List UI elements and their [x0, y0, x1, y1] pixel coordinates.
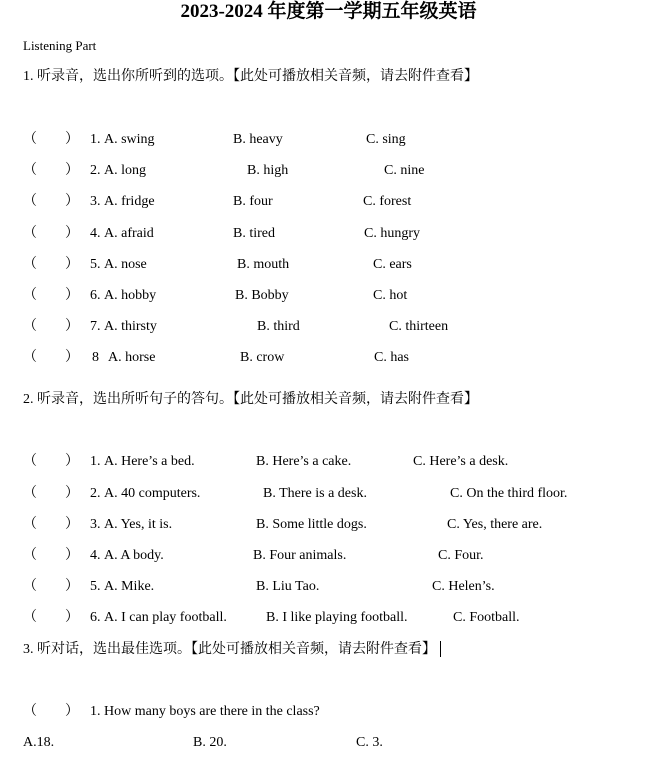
s3-q1-question: How many boys are there in the class? — [104, 704, 320, 719]
s3-q1-option-c: C. 3. — [356, 735, 383, 750]
section-1-heading: 1. 听录音，选出你所听到的选项。【此处可播放相关音频，请去附件查看】 — [23, 69, 478, 84]
s1-q3-paren: （ ） — [23, 194, 79, 209]
s2-q4-option-b: B. Four animals. — [253, 548, 347, 563]
s1-q6-num: 6. — [90, 288, 101, 303]
s2-q2-option-a: A. 40 computers. — [104, 486, 201, 501]
s2-q5-option-c: C. Helen’s. — [432, 579, 495, 594]
s2-q6-option-c: C. Football. — [453, 610, 520, 625]
s1-q7-option-c: C. thirteen — [389, 319, 449, 334]
s1-q5-option-c: C. ears — [373, 257, 412, 272]
s1-q2-num: 2. — [90, 163, 101, 178]
s1-q3-option-a: A. fridge — [104, 194, 155, 209]
s1-q8-option-b: B. crow — [240, 350, 285, 365]
s1-q6-option-c: C. hot — [373, 288, 408, 303]
s1-q7-option-a: A. thirsty — [104, 319, 157, 334]
s2-q3-option-b: B. Some little dogs. — [256, 517, 367, 532]
s1-q2-option-a: A. long — [104, 163, 146, 178]
s1-q5-option-a: A. nose — [104, 257, 147, 272]
s1-q7-num: 7. — [90, 319, 101, 334]
s2-q4-paren: （ ） — [23, 548, 79, 563]
s2-q5-option-b: B. Liu Tao. — [256, 579, 320, 594]
s2-q5-option-a: A. Mike. — [104, 579, 155, 594]
s2-q3-num: 3. — [90, 517, 101, 532]
s2-q2-paren: （ ） — [23, 486, 79, 501]
s1-q1-num: 1. — [90, 132, 101, 147]
s2-q3-option-a: A. Yes, it is. — [104, 517, 173, 532]
text-cursor — [440, 641, 441, 657]
s1-q8-paren: （ ） — [23, 350, 79, 365]
s2-q1-option-c: C. Here’s a desk. — [413, 454, 509, 469]
s2-q2-num: 2. — [90, 486, 101, 501]
s2-q1-option-a: A. Here’s a bed. — [104, 454, 195, 469]
section-3-heading: 3. 听对话，选出最佳选项。【此处可播放相关音频，请去附件查看】 — [23, 642, 436, 657]
s1-q3-option-c: C. forest — [363, 194, 412, 209]
s3-q1-option-b: B. 20. — [193, 735, 227, 750]
s2-q6-option-b: B. I like playing football. — [266, 610, 408, 625]
s2-q6-paren: （ ） — [23, 610, 79, 625]
s1-q5-num: 5. — [90, 257, 101, 272]
s2-q2-option-b: B. There is a desk. — [263, 486, 367, 501]
s2-q3-option-c: C. Yes, there are. — [447, 517, 543, 532]
s1-q1-option-c: C. sing — [366, 132, 406, 147]
s2-q1-paren: （ ） — [23, 454, 79, 469]
s2-q5-paren: （ ） — [23, 579, 79, 594]
s1-q5-option-b: B. mouth — [237, 257, 290, 272]
s2-q5-num: 5. — [90, 579, 101, 594]
s1-q4-option-c: C. hungry — [364, 226, 420, 241]
s1-q4-num: 4. — [90, 226, 101, 241]
s1-q8-option-c: C. has — [374, 350, 409, 365]
document-title: 2023-2024 年度第一学期五年级英语 — [180, 1, 477, 22]
s1-q3-num: 3. — [90, 194, 101, 209]
s1-q6-paren: （ ） — [23, 288, 79, 303]
s1-q4-option-b: B. tired — [233, 226, 275, 241]
s2-q4-num: 4. — [90, 548, 101, 563]
s1-q4-paren: （ ） — [23, 226, 79, 241]
s3-q1-option-a: A.18. — [23, 735, 55, 750]
s1-q4-option-a: A. afraid — [104, 226, 154, 241]
s2-q4-option-c: C. Four. — [438, 548, 484, 563]
s3-q1-num: 1. — [90, 704, 101, 719]
s2-q6-num: 6. — [90, 610, 101, 625]
s2-q6-option-a: A. I can play football. — [104, 610, 227, 625]
listening-part-label: Listening Part — [23, 38, 97, 53]
s1-q1-option-b: B. heavy — [233, 132, 283, 147]
s3-q1-paren: （ ） — [23, 704, 79, 719]
s1-q2-option-c: C. nine — [384, 163, 425, 178]
s1-q8-option-a: A. horse — [108, 350, 156, 365]
s1-q1-paren: （ ） — [23, 132, 79, 147]
section-2-heading: 2. 听录音，选出所听句子的答句。【此处可播放相关音频，请去附件查看】 — [23, 392, 478, 407]
s1-q8-num: 8 — [92, 350, 99, 365]
s1-q2-paren: （ ） — [23, 163, 79, 178]
s1-q3-option-b: B. four — [233, 194, 273, 209]
s1-q6-option-a: A. hobby — [104, 288, 157, 303]
s1-q1-option-a: A. swing — [104, 132, 155, 147]
s1-q6-option-b: B. Bobby — [235, 288, 289, 303]
s2-q4-option-a: A. A body. — [104, 548, 164, 563]
s1-q2-option-b: B. high — [247, 163, 289, 178]
s2-q3-paren: （ ） — [23, 517, 79, 532]
s1-q7-option-b: B. third — [257, 319, 300, 334]
s2-q1-num: 1. — [90, 454, 101, 469]
s2-q1-option-b: B. Here’s a cake. — [256, 454, 352, 469]
s1-q5-paren: （ ） — [23, 257, 79, 272]
s2-q2-option-c: C. On the third floor. — [450, 486, 568, 501]
s1-q7-paren: （ ） — [23, 319, 79, 334]
